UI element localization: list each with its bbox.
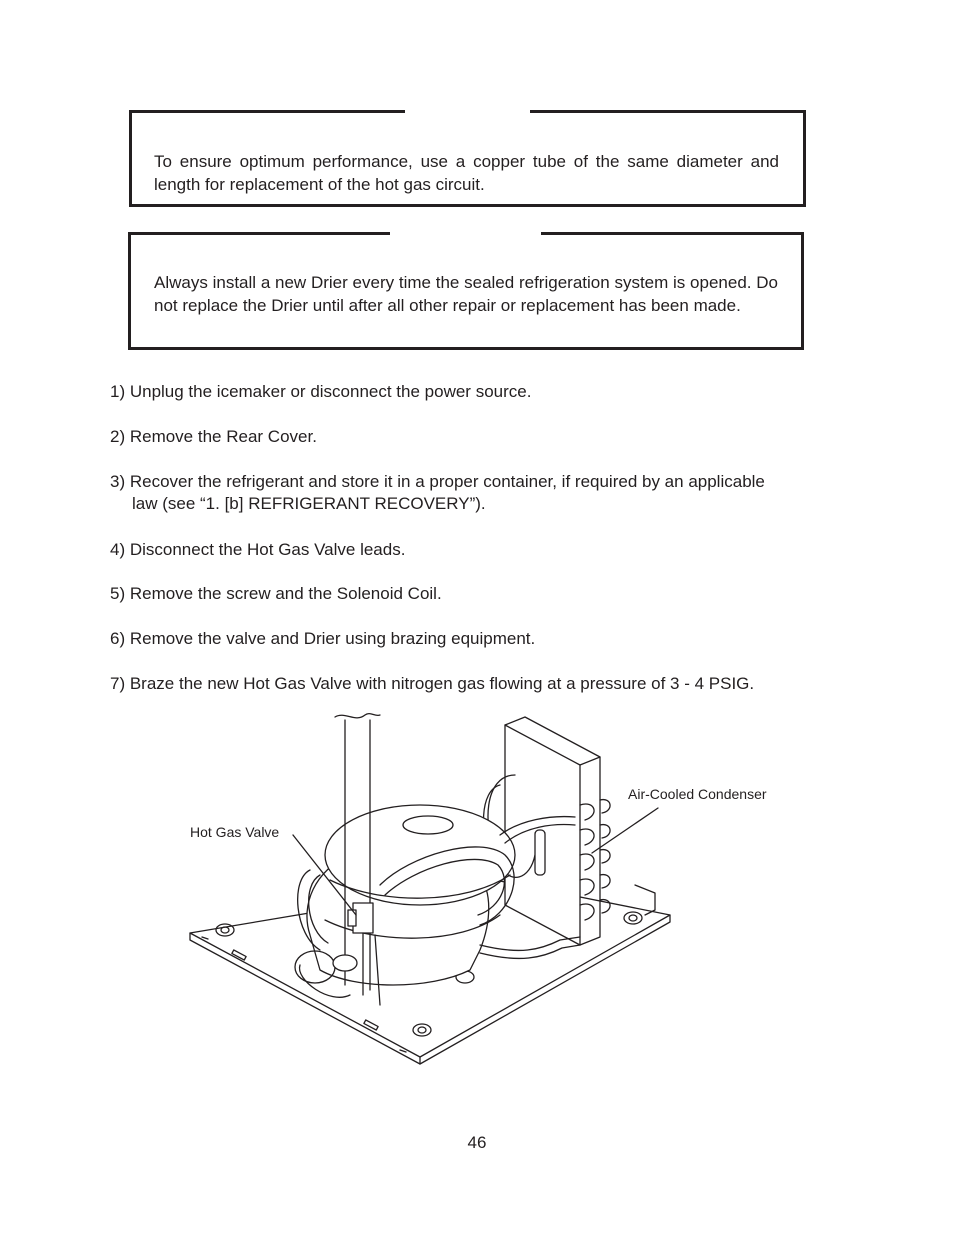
notice-title-gap [390, 232, 541, 235]
step-5: 5) Remove the screw and the Solenoid Coil. [110, 584, 442, 603]
step-2: 2) Remove the Rear Cover. [110, 427, 317, 446]
label-hot-gas-valve: Hot Gas Valve [190, 824, 280, 840]
step-3-line-1: 3) Recover the refrigerant and store it in a proper container, if required by an applicable [110, 472, 765, 491]
notice-title-gap [405, 110, 530, 113]
notice-text: To ensure optimum performance, use a copper tube of the same diameter and length for replacement of the hot gas circuit. [154, 152, 779, 194]
leader-condenser [592, 808, 658, 853]
compressor-dome [325, 805, 515, 905]
step-1: 1) Unplug the icemaker or disconnect the power source. [110, 382, 532, 401]
notice-box-drier [128, 232, 804, 350]
step-3 [110, 471, 765, 515]
notice-text: Always install a new Drier every time the sealed refrigeration system is opened. Do not replace the Drier until after all other repair or replacement has been made. [154, 273, 778, 315]
step-3-line-2: law (see “1. [b] REFRIGERANT RECOVERY”). [132, 494, 486, 513]
compressor-condenser-diagram [180, 705, 740, 1065]
notice-box-copper-tube [129, 110, 806, 207]
step-4: 4) Disconnect the Hot Gas Valve leads. [110, 540, 406, 559]
step-7: 7) Braze the new Hot Gas Valve with nitrogen gas flowing at a pressure of 3 - 4 PSIG. [110, 674, 755, 693]
label-air-cooled-condenser: Air-Cooled Condenser [628, 786, 767, 802]
drier [535, 830, 545, 875]
step-6: 6) Remove the valve and Drier using brazing equipment. [110, 629, 536, 648]
page-number: 46 [467, 1133, 487, 1152]
